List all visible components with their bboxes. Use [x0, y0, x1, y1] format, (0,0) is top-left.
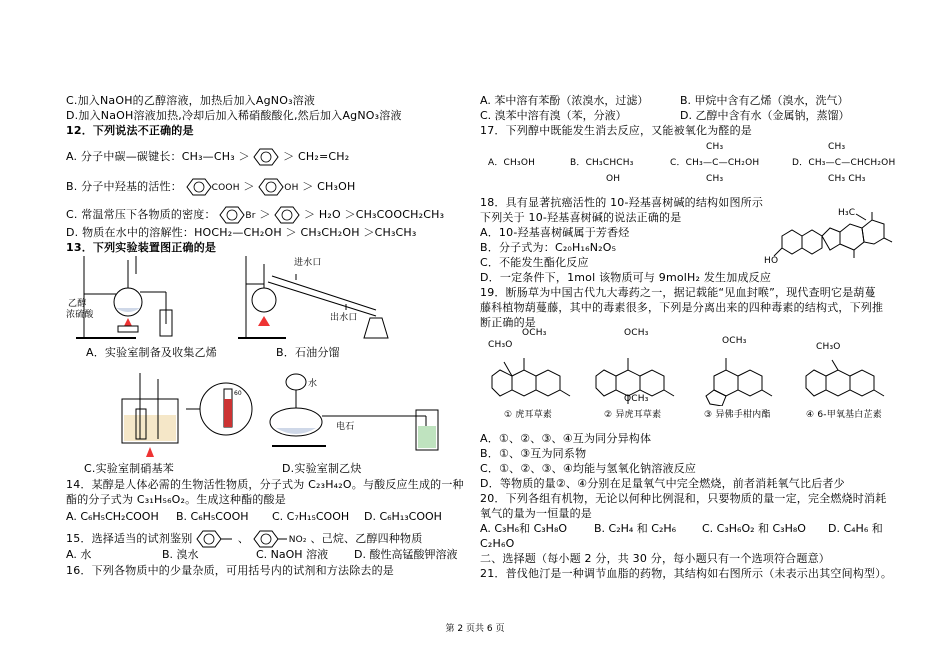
q12-a-post: ＞ CH₂=CH₂ — [283, 150, 350, 163]
name-3: ③ 异佛手柑内酯 — [704, 410, 771, 420]
q12-c-post: ＞ H₂O ＞CH₃COOCH₂CH₃ — [303, 208, 445, 221]
caption-c: C.实验室制硝基苯 — [84, 462, 174, 475]
question-18-line2: 下列关于 10-羟基喜树碱的说法正确的是 — [480, 211, 682, 224]
q15-option-c: C. NaOH 溶液 — [256, 548, 329, 561]
label-sulfuric-acid: 浓硫酸 — [66, 310, 94, 320]
svg-text:60: 60 — [234, 390, 242, 397]
question-18-line1: 18．具有显著抗癌活性的 10-羟基喜树碱的结构如图所示 — [480, 196, 764, 209]
q14-option-c: C. C₇H₁₅COOH — [272, 510, 350, 523]
name-4: ④ 6-甲氧基白芷素 — [806, 410, 882, 420]
q12-b-text: B. 分子中羟基的活性： — [66, 180, 182, 193]
question-14-line1: 14．某醇是人体必需的生物活性物质，分子式为 C₂₃H₄₂O。与酸反应生成的一种 — [66, 478, 464, 491]
q16-option-c: C. 溴苯中溶有溴（苯，分液） — [480, 109, 627, 122]
q17-option-c: C．CH₃—C—CH₂OH — [670, 158, 760, 168]
benzene-ring-icon — [219, 206, 245, 224]
oh-label: OH — [284, 183, 299, 193]
q15-option-b: B. 溴水 — [162, 548, 199, 561]
question-19-line2: 藤科植物葫蔓藤，其中的毒素很多，下列是分离出来的四种毒素的结构式，下列推 — [480, 301, 884, 314]
q18-ch3-label: H₃C — [838, 208, 856, 218]
section-two-heading: 二、选择题（每小题 2 分，共 30 分，每小题只有一个选项符合题意） — [480, 552, 830, 565]
q17-option-d-top: CH₃ — [828, 142, 846, 152]
q20-option-a: A. C₃H₆和 C₃H₈O — [480, 522, 568, 535]
q17-option-a: A．CH₃OH — [488, 158, 536, 168]
benzene-ring-icon — [253, 148, 279, 166]
q16-option-b: B. 甲烷中含有乙烯（溴水，洗气） — [680, 94, 849, 107]
hydroxycamptothecin-structure — [770, 206, 900, 272]
option-d-text: D.加入NaOH溶液加热,冷却后加入稀硝酸酸化,然后加入AgNO₃溶液 — [66, 109, 402, 122]
page-footer: 第 2 页共 6 页 — [445, 624, 505, 634]
q19-option-c: C．①、②、③、④均能与氢氧化钠溶液反应 — [480, 462, 697, 475]
s1-och3: OCH₃ — [522, 328, 547, 338]
q18-option-d: D．一定条件下，1mol 该物质可与 9molH₂ 发生加成反应 — [480, 271, 772, 284]
caption-d: D.实验室制乙炔 — [282, 462, 362, 475]
benzene-ring-icon — [274, 206, 300, 224]
label-carbide: 电石 — [336, 422, 355, 432]
apparatus-acetylene-diagram — [266, 366, 466, 456]
s4-ch3o: CH₃O — [816, 342, 841, 352]
q18-option-a: A．10-羟基喜树碱属于芳香烃 — [480, 226, 630, 239]
q15-post: 、己烷、乙醇四种物质 — [310, 532, 423, 545]
benzene-ring-icon — [186, 178, 212, 196]
q14-option-b: B. C₆H₅COOH — [176, 510, 249, 523]
question-16: 16．下列各物质中的少量杂质，可用括号内的试剂和方法除去的是 — [66, 564, 394, 577]
q17-option-c-top: CH₃ — [706, 142, 724, 152]
q17-option-d: D．CH₃—C—CHCH₂OH — [792, 158, 896, 168]
question-14-line2: 酯的分子式为 C₃₁H₅₆O₂。生成这种酯的酸是 — [66, 493, 286, 506]
q12-option-c: C. 常温常压下各物质的密度： Br ＞ ＞ H₂O ＞CH₃COOCH₂CH₃ — [66, 206, 444, 224]
toluene-structure-icon — [196, 530, 234, 548]
caption-b: B．石油分馏 — [276, 346, 340, 359]
q19-option-d: D．等物质的量②、④分别在足量氧气中完全燃烧，前者消耗氧气比后者少 — [480, 477, 845, 490]
q18-option-b: B．分子式为：C₂₀H₁₆N₂O₅ — [480, 241, 617, 254]
q14-option-d: D. C₆H₁₃COOH — [364, 510, 442, 523]
nitrobenzene-structure-icon — [253, 530, 289, 548]
q12-option-d: D. 物质在水中的溶解性：HOCH₂—CH₂OH ＞ CH₃CH₂OH ＞CH₃CH₃ — [66, 226, 417, 239]
caption-a: A．实验室制备及收集乙烯 — [86, 346, 217, 359]
question-20-line1: 20．下列各组有机物，无论以何种比例混和，只要物质的量一定，完全燃烧时消耗 — [480, 492, 887, 505]
question-19-line3: 断正确的是 — [480, 316, 536, 329]
s1-ch3o: CH₃O — [488, 340, 513, 350]
q20-option-d: D. C₄H₆ 和 — [828, 522, 883, 535]
no2-label: NO₂ — [288, 535, 307, 545]
q12-option-a — [66, 148, 349, 166]
s2-och3: OCH₃ — [624, 328, 649, 338]
name-1: ① 虎耳草素 — [504, 410, 553, 420]
q20-option-d-cont: C₂H₆O — [480, 537, 515, 550]
s3-och3: OCH₃ — [722, 336, 747, 346]
q12-c-text: C. 常温常压下各物质的密度： — [66, 208, 216, 221]
q16-option-d: D. 乙醇中含有水（金属钠，蒸馏） — [680, 109, 850, 122]
q17-option-d-bot: CH₃ CH₃ — [828, 174, 866, 184]
q18-ho-label: HO — [764, 256, 779, 266]
q17-option-c-bot: CH₃ — [706, 174, 724, 184]
br-label: Br — [245, 211, 256, 221]
apparatus-nitrobenzene-diagram — [116, 369, 256, 459]
q18-option-c: C．不能发生酯化反应 — [480, 256, 589, 269]
q17-option-b: B．CH₃CHCH₃ — [570, 158, 634, 168]
s2-och3-bottom: OCH₃ — [624, 394, 649, 404]
q12-option-b: B. 分子中羟基的活性： COOH ＞ OH ＞ CH₃OH — [66, 178, 355, 196]
cooh-label: COOH — [211, 183, 240, 193]
q19-option-a: A．①、②、③、④互为同分异构体 — [480, 432, 652, 445]
question-20-line2: 氧气的量为一恒量的是 — [480, 507, 592, 520]
q20-option-b: B. C₂H₄ 和 C₂H₆ — [594, 522, 677, 535]
structure-3 — [700, 340, 796, 406]
structure-4 — [800, 340, 896, 406]
q16-option-a: A. 苯中溶有苯酚（浓溴水，过滤） — [480, 94, 649, 107]
question-21: 21．普伐他汀是一种调节血脂的药物，其结构如右图所示（未表示出其空间构型）。 — [480, 567, 893, 580]
label-water-in: 进水口 — [294, 258, 322, 268]
question-12: 12．下列说法不正确的是 — [66, 124, 194, 137]
label-water-out: 出水口 — [330, 313, 358, 323]
name-2: ② 异虎耳草素 — [604, 410, 662, 420]
q17-option-b-oh: OH — [606, 174, 621, 184]
q15-option-d: D. 酸性高锰酸钾溶液 — [354, 548, 458, 561]
question-15: 15．选择适当的试剂鉴别 、 NO₂ 、己烷、乙醇四种物质 — [66, 530, 422, 548]
question-17: 17．下列醇中既能发生消去反应，又能被氧化为醛的是 — [480, 124, 752, 137]
q19-option-b: B．①、③互为同系物 — [480, 447, 587, 460]
question-19-line1: 19．断肠草为中国古代九大毒药之一，据记载能“见血封喉”，现代查明它是葫蔓 — [480, 286, 876, 299]
label-ethanol: 乙醇 — [68, 299, 87, 309]
option-c-text: C.加入NaOH的乙醇溶液，加热后加入AgNO₃溶液 — [66, 94, 316, 107]
benzene-ring-icon — [258, 178, 284, 196]
q20-option-c: C. C₃H₆O₂ 和 C₃H₈O — [702, 522, 806, 535]
q15-option-a: A. 水 — [66, 548, 92, 561]
q12-b-post: ＞ CH₃OH — [302, 180, 356, 193]
q12-a-text: A. 分子中碳—碳键长：CH₃—CH₃ ＞ — [66, 150, 250, 163]
q15-text: 15．选择适当的试剂鉴别 — [66, 532, 193, 545]
q14-option-a: A. C₆H₅CH₂COOH — [66, 510, 159, 523]
label-water: 水 — [308, 379, 318, 389]
question-13: 13．下列实验装置图正确的是 — [66, 241, 217, 254]
